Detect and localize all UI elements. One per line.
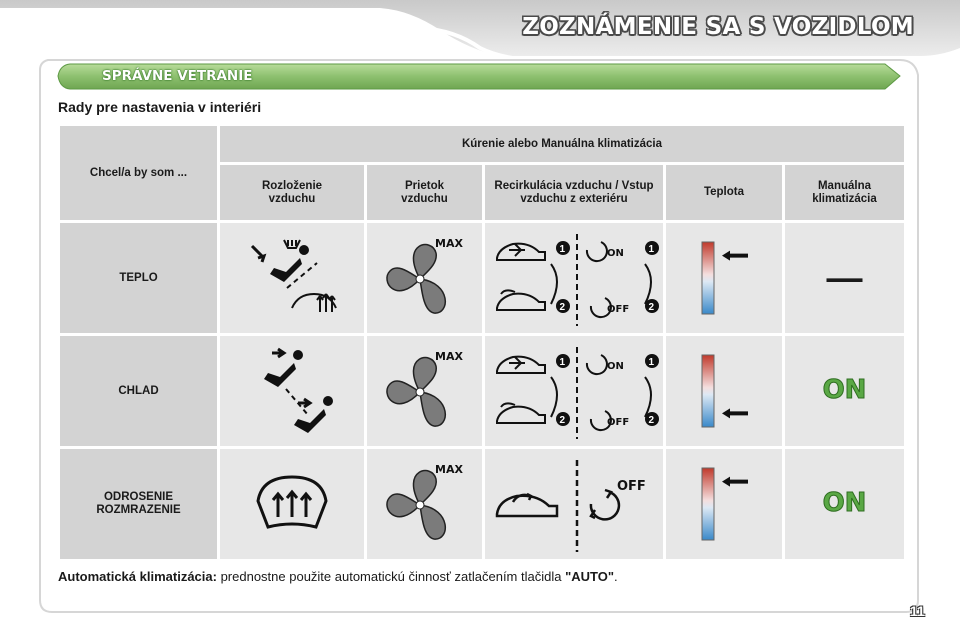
row-label: CHLAD: [118, 384, 159, 397]
note-suffix: .: [614, 569, 618, 584]
table-row-heat: [60, 223, 904, 333]
recirculation-cell: [485, 449, 663, 559]
fan-icon: [380, 459, 470, 549]
column-header-flow: [367, 165, 482, 220]
table-row-cool: [60, 336, 904, 446]
table-subtitle: Rady pre nastavenia v interiéri: [58, 99, 262, 115]
row-label-cell: [60, 223, 217, 333]
ac-on-label: ON: [822, 375, 867, 406]
row-label: ROZMRAZENIE: [96, 504, 181, 516]
recirc-off-label: OFF: [616, 479, 646, 494]
fan-speed-label: MAX: [434, 463, 463, 476]
temperature-gauge-icon: [684, 464, 764, 544]
group-header-label: Kúrenie alebo Manuálna klimatizácia: [461, 137, 663, 150]
temperature-pointer-icon: [722, 477, 748, 487]
ac-on-label: ON: [822, 488, 867, 519]
temperature-pointer-icon: [722, 251, 748, 261]
step-2-label: 2: [648, 302, 654, 313]
temperature-cell: [666, 449, 782, 559]
step-1-label: 1: [648, 244, 654, 255]
air-distribution-cell: [220, 223, 364, 333]
row-label: ODROSENIE: [103, 491, 173, 504]
air-flow-cell: [367, 223, 482, 333]
air-distribution-icon: [232, 228, 352, 328]
air-distribution-cell: [220, 336, 364, 446]
recirculation-icon: [487, 454, 662, 554]
column-label: Prietok vzduchu: [401, 179, 448, 205]
corner-label: Chcel/a by som ...: [89, 166, 188, 179]
ac-cell: [785, 336, 904, 446]
step-2-label: 2: [559, 415, 565, 426]
column-label: Manuálna klimatizácia: [812, 179, 877, 205]
row-label: TEPLO: [119, 271, 158, 284]
recirc-off-label: OFF: [606, 304, 629, 315]
temperature-gauge-icon: [684, 238, 764, 318]
column-label: Rozloženie vzduchu: [261, 179, 323, 205]
temperature-cell: [666, 336, 782, 446]
column-label: Teplota: [703, 186, 745, 199]
column-header-ac: [785, 165, 904, 220]
step-1-label: 1: [648, 357, 654, 368]
recirculation-cell: [485, 223, 663, 333]
fan-speed-label: MAX: [434, 350, 463, 363]
row-label-cell: [60, 336, 217, 446]
recirc-on-label: ON: [606, 248, 624, 259]
recirculation-icon: [487, 341, 662, 441]
air-flow-cell: [367, 449, 482, 559]
fan-speed-label: MAX: [434, 237, 463, 250]
ac-off-dash: —: [826, 256, 863, 298]
note-bold-prefix: Automatická klimatizácia:: [58, 569, 217, 584]
page-header-title: ZOZNÁMENIE SA S VOZIDLOM: [522, 14, 914, 40]
note-auto-button-label: "AUTO": [565, 569, 614, 584]
step-2-label: 2: [648, 415, 654, 426]
recirc-on-label: ON: [606, 361, 624, 372]
auto-climate-note: [58, 569, 618, 584]
column-header-temperature: [666, 165, 782, 220]
note-text: prednostne použite automatickú činnosť zatlačením tlačidla: [216, 569, 566, 584]
temperature-pointer-icon: [722, 408, 748, 418]
column-header-distribution: [220, 165, 364, 220]
recirculation-icon: [487, 228, 662, 328]
step-2-label: 2: [559, 302, 565, 313]
air-flow-cell: [367, 336, 482, 446]
recirculation-cell: [485, 336, 663, 446]
section-title: SPRÁVNE VETRANIE: [102, 68, 253, 84]
ac-cell: [785, 449, 904, 559]
row-label-cell: [60, 449, 217, 559]
page-number: 11: [910, 603, 925, 619]
step-1-label: 1: [559, 244, 565, 255]
group-header-cell: [220, 126, 904, 162]
table-row-defrost: [60, 449, 904, 559]
recirc-off-label: OFF: [606, 417, 629, 428]
step-1-label: 1: [559, 357, 565, 368]
temperature-cell: [666, 223, 782, 333]
windscreen-defrost-icon: [252, 469, 332, 539]
fan-icon: [380, 346, 470, 436]
ac-cell: [785, 223, 904, 333]
column-label: Recirkulácia vzduchu / Vstup vzduchu z exteriéru: [494, 179, 654, 205]
column-header-recirculation: [485, 165, 663, 220]
air-distribution-icon: [232, 341, 352, 441]
temperature-gauge-icon: [684, 351, 764, 431]
air-distribution-cell: [220, 449, 364, 559]
ventilation-settings-table: [57, 123, 907, 562]
corner-header-cell: [60, 126, 217, 220]
fan-icon: [380, 233, 470, 323]
